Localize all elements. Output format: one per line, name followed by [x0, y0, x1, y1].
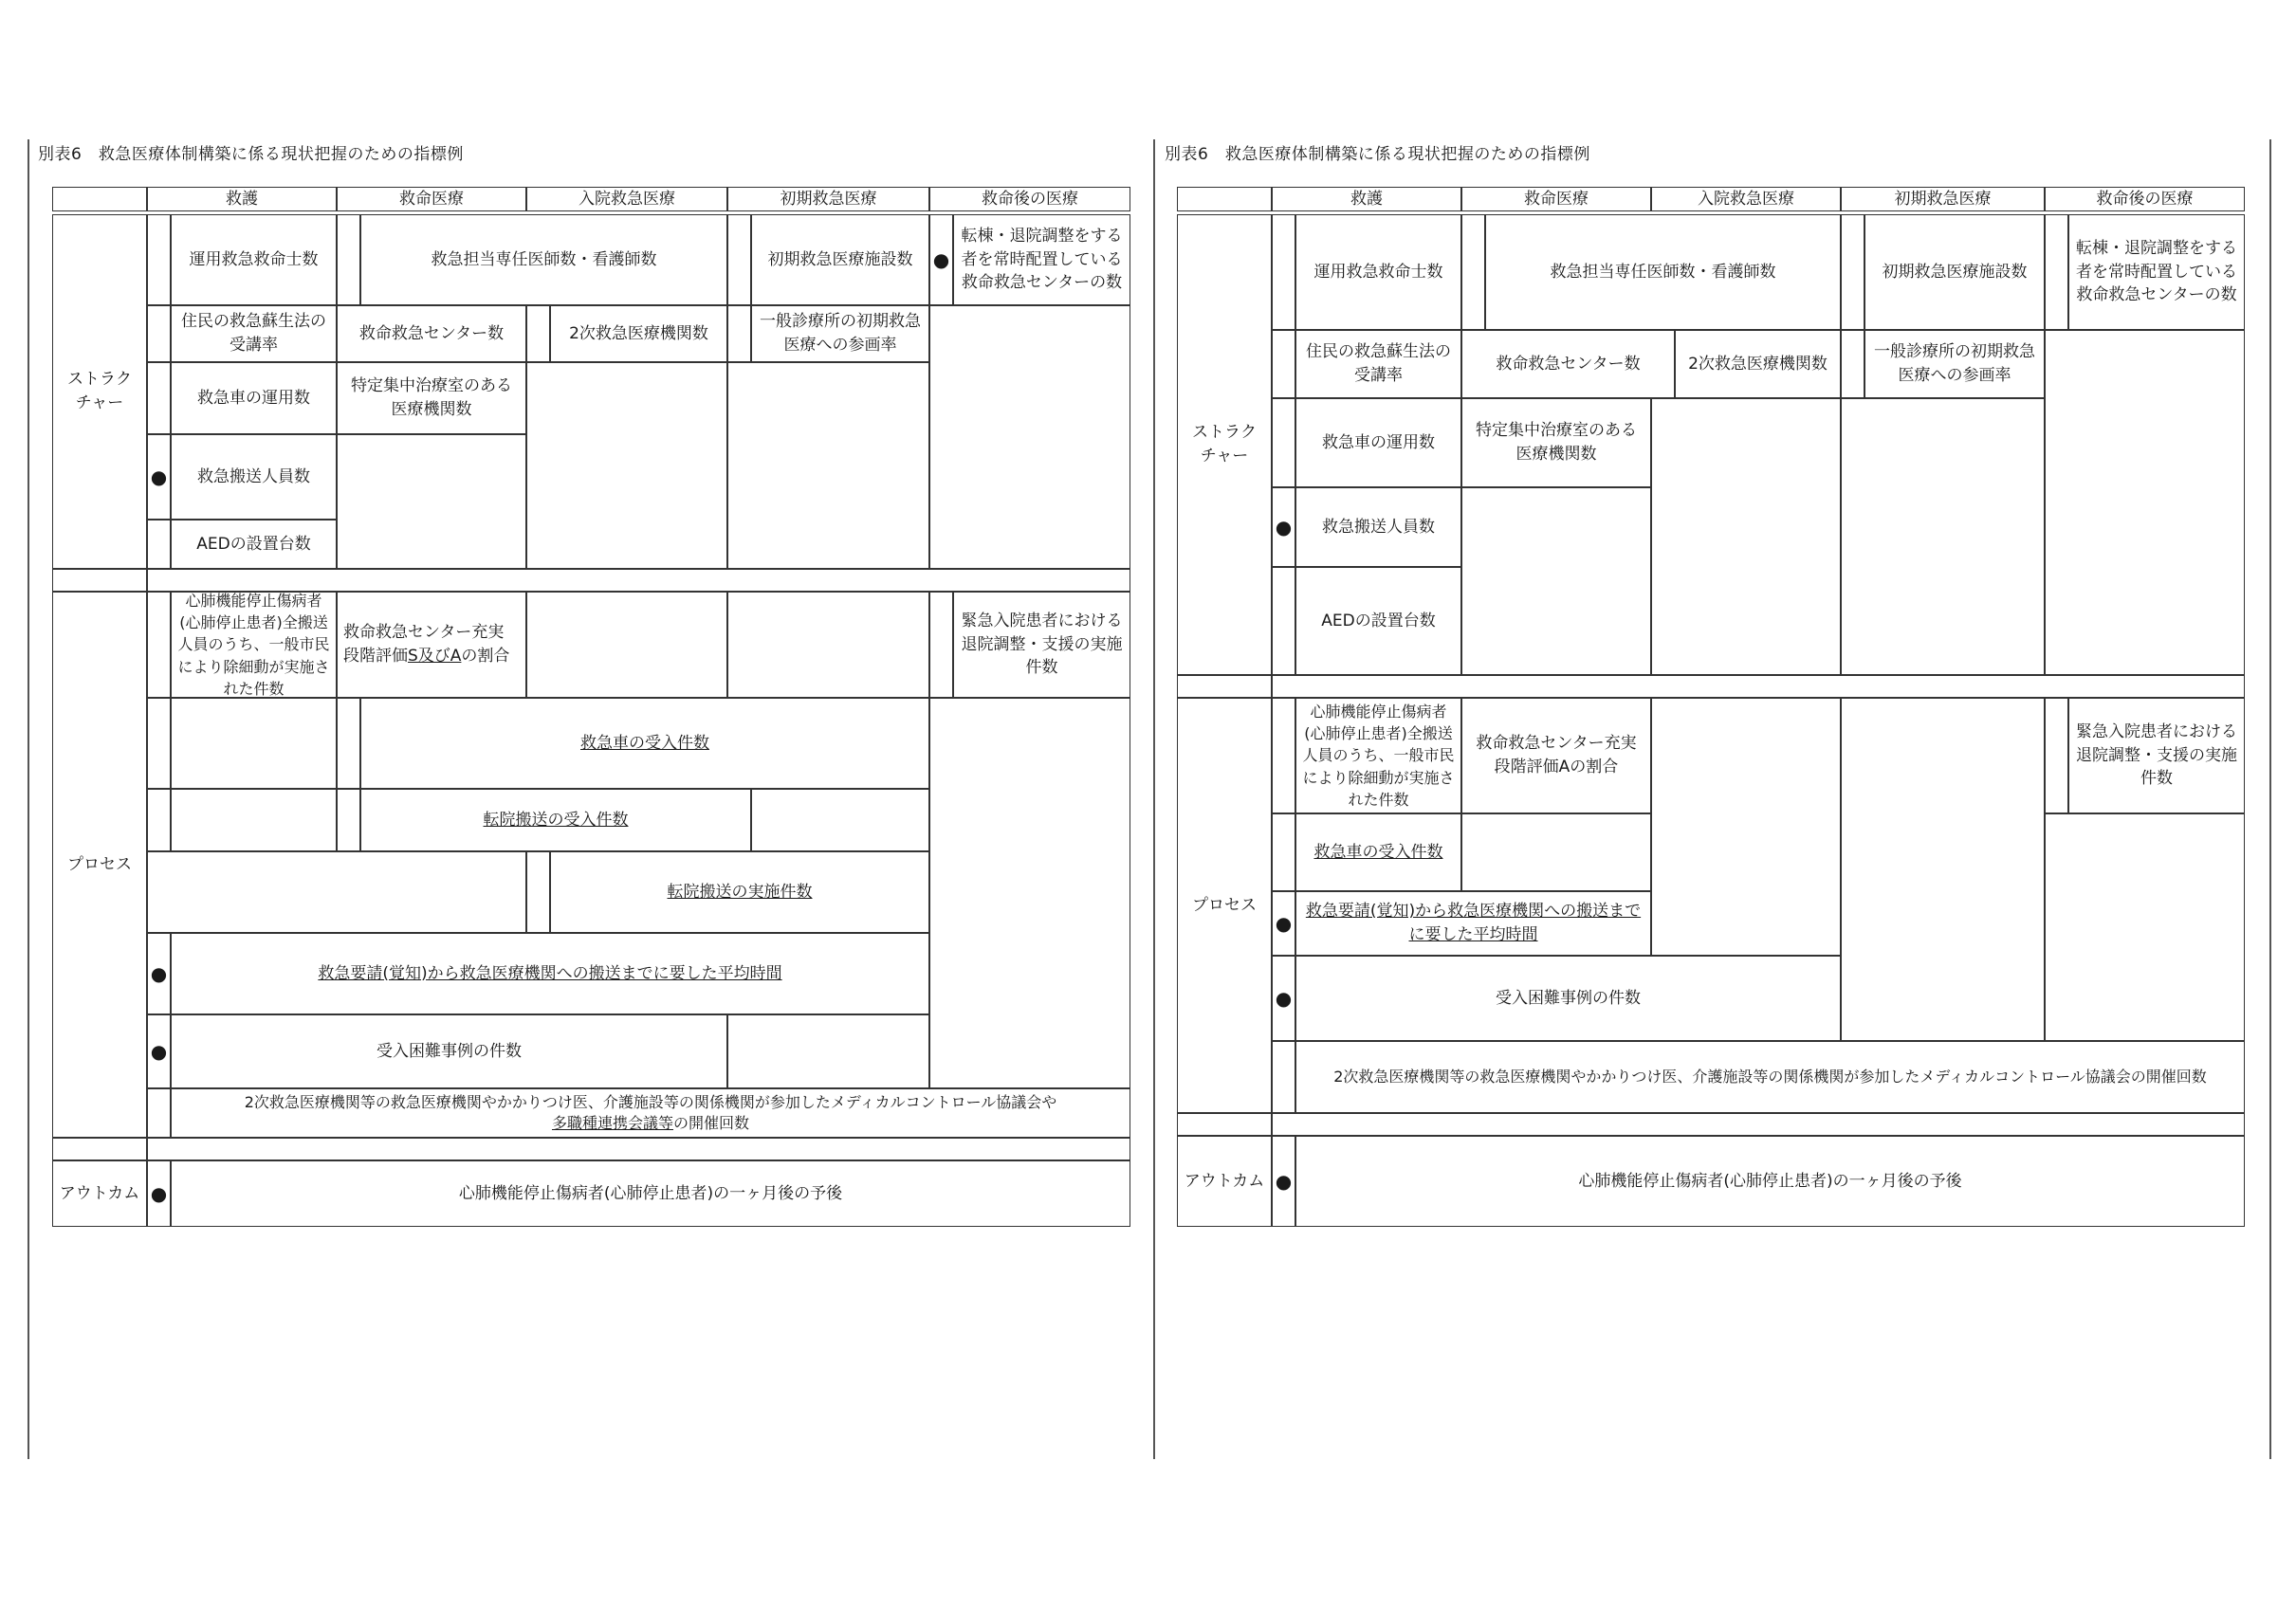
spacer-cell	[1177, 675, 1272, 698]
header-rescue: 救護	[1272, 187, 1461, 211]
header-inpatient: 入院救急医療	[526, 187, 727, 211]
indicator-mc-council-meetings: 2次救急医療機関等の救急医療機関やかかりつけ医、介護施設等の関係機関が参加したメディカルコントロール協議会や 多職種連携会議等の開催回数	[171, 1088, 1130, 1138]
indicator-ambulance-count: 救急車の運用数	[171, 362, 337, 434]
indicator-citizen-defibrillation: 心肺機能停止傷病者(心肺停止患者)全搬送人員のうち、一般市民により除細動が実施された件数	[171, 592, 337, 698]
indicator-initial-facilities: 初期救急医療施設数	[1864, 214, 2045, 330]
indicator-emt-count: 運用救急救命士数	[1295, 214, 1461, 330]
dot-cell	[526, 851, 550, 933]
dot-cell	[337, 789, 360, 851]
indicator-dot: ●	[1272, 1136, 1295, 1227]
dot-cell	[147, 592, 171, 698]
indicator-cpr-training: 住民の救急蘇生法の受講率	[1295, 330, 1461, 398]
empty-cell	[147, 851, 526, 933]
dot-cell	[1272, 698, 1295, 813]
empty-cell	[727, 362, 929, 569]
dot-cell	[147, 789, 171, 851]
indicator-aed-count: AEDの設置台数	[171, 520, 337, 569]
header-lifesaving: 救命医療	[337, 187, 526, 211]
empty-cell	[1651, 698, 1841, 956]
section-structure: ストラク チャー	[52, 214, 147, 569]
indicator-doctors-nurses: 救急担当専任医師数・看護師数	[1485, 214, 1841, 330]
section-process: プロセス	[1177, 698, 1272, 1113]
indicator-difficult-acceptance: 受入困難事例の件数	[1295, 956, 1841, 1041]
section-process: プロセス	[52, 592, 147, 1138]
indicator-mc-council-meetings: 2次救急医療機関等の救急医療機関やかかりつけ医、介護施設等の関係機関が参加したメディカルコントロール協議会の開催回数	[1295, 1041, 2245, 1113]
indicator-one-month-prognosis: 心肺機能停止傷病者(心肺停止患者)の一ヶ月後の予後	[1295, 1136, 2245, 1227]
indicator-average-transport-time: 救急要請(覚知)から救急医療機関への搬送までに要した平均時間	[1295, 891, 1651, 956]
indicator-critical-centers: 救命救急センター数	[1461, 330, 1675, 398]
header-rescue: 救護	[147, 187, 337, 211]
dot-cell	[1841, 214, 1864, 330]
indicator-clinic-participation: 一般診療所の初期救急医療への参画率	[751, 305, 929, 362]
dot-cell	[1272, 214, 1295, 330]
empty-cell	[337, 434, 526, 569]
section-outcome: アウトカム	[52, 1160, 147, 1227]
indicator-ambulance-acceptance: 救急車の受入件数	[1295, 813, 1461, 891]
empty-cell	[751, 789, 929, 851]
indicator-icu-institutions: 特定集中治療室のある医療機関数	[337, 362, 526, 434]
indicator-discharge-staff-centers: 転棟・退院調整をする者を常時配置している救命救急センターの数	[2068, 214, 2245, 330]
section-outcome: アウトカム	[1177, 1136, 1272, 1227]
empty-cell	[727, 1014, 929, 1088]
empty-cell	[171, 789, 337, 851]
indicator-clinic-participation: 一般診療所の初期救急医療への参画率	[1864, 330, 2045, 398]
indicator-discharge-support: 緊急入院患者における退院調整・支援の実施件数	[953, 592, 1130, 698]
indicator-one-month-prognosis: 心肺機能停止傷病者(心肺停止患者)の一ヶ月後の予後	[171, 1160, 1130, 1227]
spacer-row	[147, 569, 1130, 592]
indicator-secondary-institutions: 2次救急医療機関数	[550, 305, 727, 362]
spacer-row	[147, 1138, 1130, 1160]
indicator-initial-facilities: 初期救急医療施設数	[751, 214, 929, 305]
dot-cell	[1272, 813, 1295, 891]
dot-cell	[929, 592, 953, 698]
dot-cell	[1841, 330, 1864, 398]
page-divider-center	[1153, 139, 1155, 1459]
empty-cell	[1461, 813, 1651, 891]
header-blank	[1177, 187, 1272, 211]
dot-cell	[2045, 698, 2068, 813]
empty-cell	[929, 305, 1130, 569]
panel-title-right: 別表6 救急医療体制構築に係る現状把握のための指標例	[1165, 145, 1590, 164]
indicator-dot: ●	[147, 1014, 171, 1088]
spacer-cell	[52, 1138, 147, 1160]
spacer-cell	[1177, 1113, 1272, 1136]
dot-cell	[147, 305, 171, 362]
spacer-row	[1272, 675, 2245, 698]
indicator-dot: ●	[1272, 956, 1295, 1041]
header-inpatient: 入院救急医療	[1651, 187, 1841, 211]
indicator-transport-count: 救急搬送人員数	[1295, 487, 1461, 567]
indicator-dot: ●	[929, 214, 953, 305]
dot-cell	[147, 698, 171, 789]
panel-title-left: 別表6 救急医療体制構築に係る現状把握のための指標例	[38, 145, 464, 164]
page-divider-right	[2269, 139, 2271, 1459]
header-blank	[52, 187, 147, 211]
indicator-doctors-nurses: 救急担当専任医師数・看護師数	[360, 214, 727, 305]
indicator-transport-count: 救急搬送人員数	[171, 434, 337, 520]
header-lifesaving: 救命医療	[1461, 187, 1651, 211]
indicator-average-transport-time: 救急要請(覚知)から救急医療機関への搬送までに要した平均時間	[171, 933, 929, 1014]
indicator-discharge-support: 緊急入院患者における退院調整・支援の実施件数	[2068, 698, 2245, 813]
empty-cell	[2045, 813, 2245, 1041]
dot-cell	[727, 214, 751, 305]
dot-cell	[727, 305, 751, 362]
header-post: 救命後の医療	[2045, 187, 2245, 211]
dot-cell	[147, 362, 171, 434]
indicator-transfer-performed: 転院搬送の実施件数	[550, 851, 929, 933]
indicator-transfer-acceptance: 転院搬送の受入件数	[360, 789, 751, 851]
dot-cell	[1272, 330, 1295, 398]
dot-cell	[337, 698, 360, 789]
header-initial: 初期救急医療	[727, 187, 929, 211]
dot-cell	[526, 305, 550, 362]
indicator-secondary-institutions: 2次救急医療機関数	[1675, 330, 1841, 398]
dot-cell	[1461, 214, 1485, 330]
dot-cell	[2045, 214, 2068, 330]
indicator-aed-count: AEDの設置台数	[1295, 567, 1461, 675]
empty-cell	[2045, 330, 2245, 675]
indicator-ambulance-acceptance: 救急車の受入件数	[360, 698, 929, 789]
empty-cell	[1461, 487, 1651, 675]
empty-cell	[1841, 698, 2045, 1041]
dot-cell	[337, 214, 360, 305]
indicator-discharge-staff-centers: 転棟・退院調整をする者を常時配置している救命救急センターの数	[953, 214, 1130, 305]
header-initial: 初期救急医療	[1841, 187, 2045, 211]
dot-cell	[147, 520, 171, 569]
indicator-difficult-acceptance: 受入困難事例の件数	[171, 1014, 727, 1088]
empty-cell	[929, 698, 1130, 1088]
empty-cell	[171, 698, 337, 789]
dot-cell	[147, 1088, 171, 1138]
empty-cell	[1651, 398, 1841, 675]
empty-cell	[1841, 398, 2045, 675]
page-divider-left	[28, 139, 29, 1459]
indicator-dot: ●	[147, 933, 171, 1014]
empty-cell	[727, 592, 929, 698]
indicator-dot: ●	[1272, 891, 1295, 956]
indicator-emt-count: 運用救急救命士数	[171, 214, 337, 305]
indicator-dot: ●	[147, 434, 171, 520]
spacer-cell	[52, 569, 147, 592]
dot-cell	[1272, 1041, 1295, 1113]
indicator-dot: ●	[147, 1160, 171, 1227]
empty-cell	[526, 592, 727, 698]
indicator-center-evaluation: 救命救急センター充実段階評価S及びAの割合	[337, 592, 526, 698]
dot-cell	[1272, 567, 1295, 675]
indicator-ambulance-count: 救急車の運用数	[1295, 398, 1461, 487]
dot-cell	[147, 214, 171, 305]
indicator-citizen-defibrillation: 心肺機能停止傷病者(心肺停止患者)全搬送人員のうち、一般市民により除細動が実施された件数	[1295, 698, 1461, 813]
spacer-row	[1272, 1113, 2245, 1136]
indicator-dot: ●	[1272, 487, 1295, 567]
indicator-center-evaluation: 救命救急センター充実段階評価Aの割合	[1461, 698, 1651, 813]
empty-cell	[526, 362, 727, 569]
section-structure: ストラク チャー	[1177, 214, 1272, 675]
header-post: 救命後の医療	[929, 187, 1130, 211]
indicator-cpr-training: 住民の救急蘇生法の受講率	[171, 305, 337, 362]
indicator-critical-centers: 救命救急センター数	[337, 305, 526, 362]
indicator-icu-institutions: 特定集中治療室のある医療機関数	[1461, 398, 1651, 487]
dot-cell	[1272, 398, 1295, 487]
